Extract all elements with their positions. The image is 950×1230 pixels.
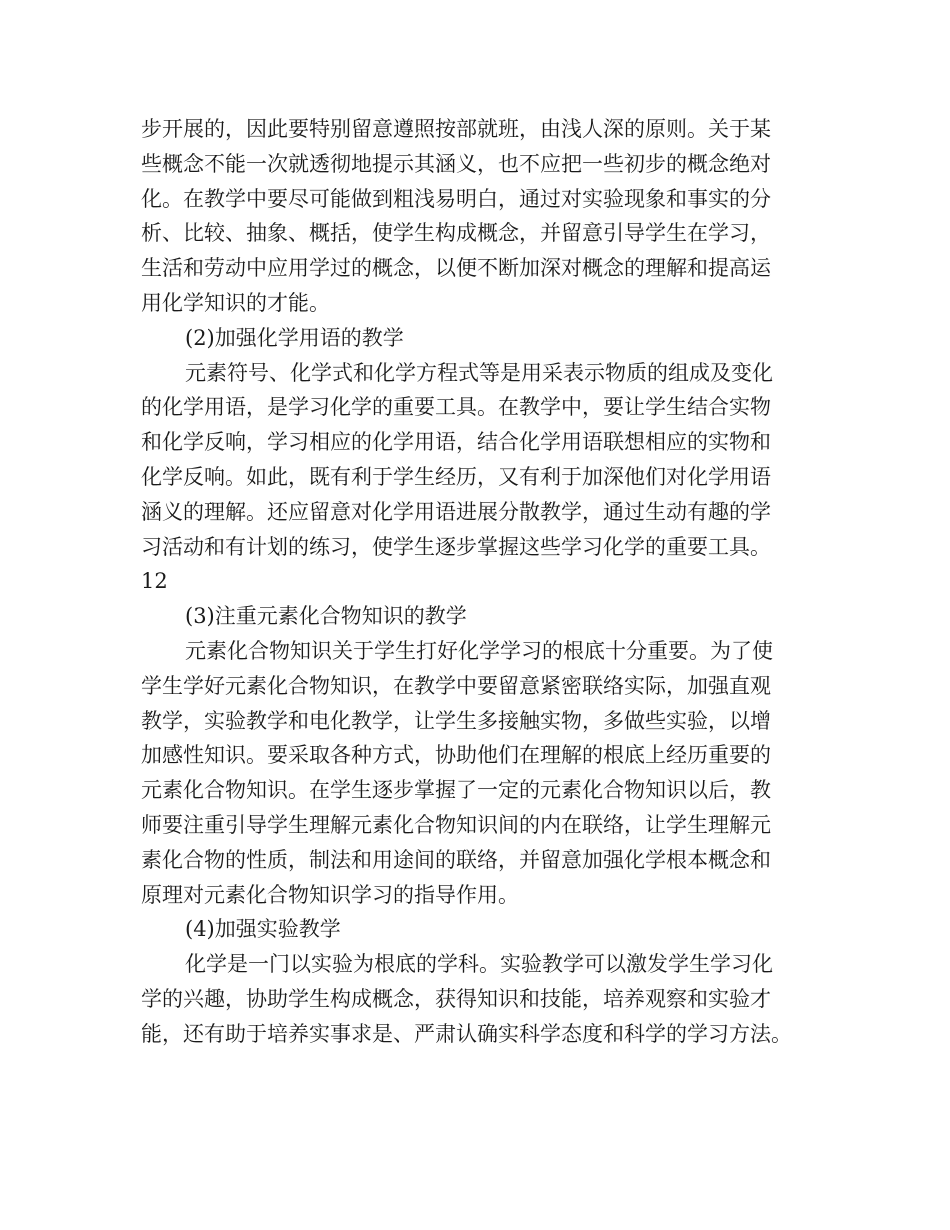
text-line: 学的兴趣，协助学生构成概念，获得知识和技能，培养观察和实验才 (141, 986, 771, 1011)
text-line: 12 (141, 569, 168, 594)
text-line: 涵义的理解。还应留意对化学用语进展分散教学，通过生动有趣的学 (141, 499, 771, 524)
text-line: 化学反响。如此，既有利于学生经历，又有利于加深他们对化学用语 (141, 464, 771, 489)
text-line: 和化学反响，学习相应的化学用语，结合化学用语联想相应的实物和 (141, 430, 771, 455)
text-line: 的化学用语，是学习化学的重要工具。在教学中，要让学生结合实物 (141, 395, 771, 420)
text-line: 化学是一门以实验为根底的学科。实验教学可以激发学生学习化 (185, 952, 773, 977)
text-line: 师要注重引导学生理解元素化合物知识间的内在联络，让学生理解元 (141, 812, 771, 837)
text-line: 用化学知识的才能。 (141, 290, 330, 315)
text-line: 教学，实验教学和电化教学，让学生多接触实物，多做些实验，以增 (141, 708, 771, 733)
text-line: 析、比较、抽象、概括，使学生构成概念，并留意引导学生在学习， (141, 221, 771, 246)
text-line: 习活动和有计划的练习，使学生逐步掌握这些学习化学的重要工具。 (141, 534, 771, 559)
text-line: 学生学好元素化合物知识，在教学中要留意紧密联络实际，加强直观 (141, 673, 771, 698)
text-line: 素化合物的性质，制法和用途间的联络，并留意加强化学根本概念和 (141, 847, 771, 872)
text-line: (4)加强实验教学 (185, 917, 341, 942)
text-line: 化。在教学中要尽可能做到粗浅易明白，通过对实验现象和事实的分 (141, 186, 771, 211)
text-line: 加感性知识。要采取各种方式，协助他们在理解的根底上经历重要的 (141, 743, 771, 768)
text-line: (2)加强化学用语的教学 (185, 325, 404, 350)
text-line: 原理对元素化合物知识学习的指导作用。 (141, 882, 519, 907)
document-body (141, 112, 821, 1052)
text-line: 元素符号、化学式和化学方程式等是用采表示物质的组成及变化 (185, 360, 773, 385)
text-line: 生活和劳动中应用学过的概念，以便不断加深对概念的理解和提高运 (141, 256, 771, 281)
text-line: 步开展的，因此要特别留意遵照按部就班，由浅人深的原则。关于某 (141, 117, 771, 141)
text-line: 元素化合物知识关于学生打好化学学习的根底十分重要。为了使 (185, 638, 773, 663)
text-line: 元素化合物知识。在学生逐步掌握了一定的元素化合物知识以后，教 (141, 778, 771, 803)
text-line: 些概念不能一次就透彻地提示其涵义，也不应把一些初步的概念绝对 (141, 151, 771, 176)
text-line: 能，还有助于培养实事求是、严肃认确实科学态度和科学的学习方法。 (141, 1021, 792, 1046)
text-line: (3)注重元素化合物知识的教学 (185, 604, 467, 629)
